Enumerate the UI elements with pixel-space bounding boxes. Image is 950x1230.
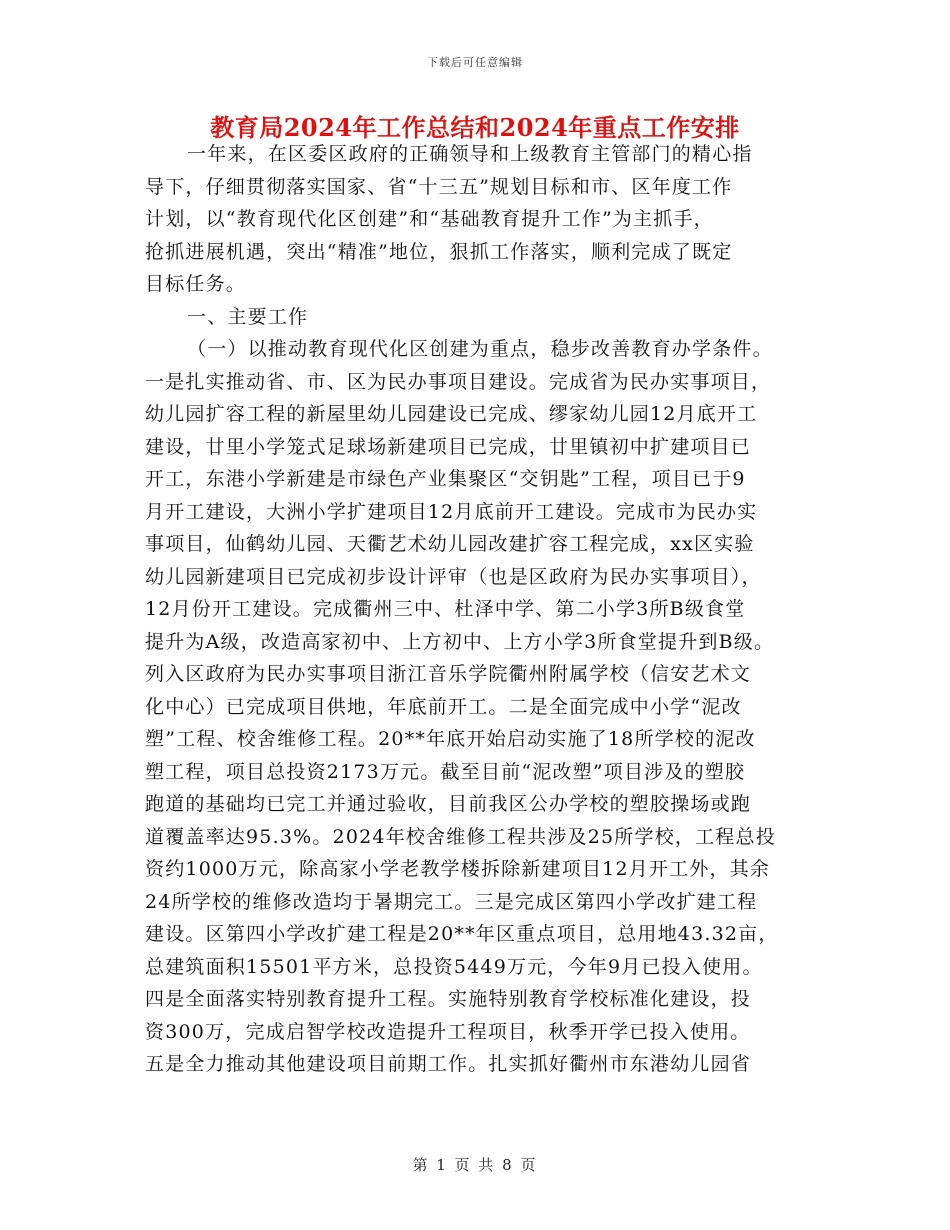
paragraph-line: 塑工程，项目总投资2173万元。截至目前“泥改塑”项目涉及的塑胶 [145,760,746,783]
paragraph-line: 四是全面落实特别教育提升工程。实施特别教育学校标准化建设，投 [145,988,752,1010]
paragraph-line: 资300万，完成启智学校改造提升工程项目，秋季开学已投入使用。 [145,1020,751,1043]
paragraph-line: 幼儿园新建项目已完成初步设计评审（也是区政府为民办实事项目）， [145,565,762,588]
paragraph-line: 一是扎实推动省、市、区为民办事项目建设。完成省为民办实事项目， [145,370,772,393]
paragraph-line: 塑”工程、校舍维修工程。20**年底开始启动实施了18所学校的泥改 [145,728,756,750]
page-number-footer: 第 1 页 共 8 页 [412,1156,538,1174]
paragraph-line: 12月份开工建设。完成衢州三中、杜泽中学、第二小学3所B级食堂 [145,598,746,620]
paragraph-line: 提升为A级，改造高家初中、上方初中、上方小学3所食堂提升到B级。 [145,630,775,653]
paragraph-line: 建设，廿里小学笼式足球场新建项目已完成，廿里镇初中扩建项目已 [145,435,752,458]
paragraph-line: 导下，仔细贯彻落实国家、省“十三五”规划目标和市、区年度工作 [145,175,733,198]
paragraph-line: 月开工建设，大洲小学扩建项目12月底前开工建设。完成市为民办实 [145,500,758,523]
document-title: 教育局2024年工作总结和2024年重点工作安排 [210,113,740,142]
paragraph-line: 跑道的基础均已完工并通过验收，目前我区公办学校的塑胶操场或跑 [145,793,752,815]
paragraph-line: 资约1000万元，除高家小学老教学楼拆除新建项目12月开工外，其余 [145,858,771,880]
paragraph-line: 建设。区第四小学改扩建工程是20**年区重点项目，总用地43.32亩， [145,923,779,945]
paragraph-line: 抢抓进展机遇，突出“精准”地位，狠抓工作落实，顺利完成了既定 [145,240,733,263]
document-body [145,138,815,1081]
paragraph-line: 幼儿园扩容工程的新屋里幼儿园建设已完成、缪家幼儿园12月底开工 [145,403,758,425]
paragraph-line: 列入区政府为民办实事项目浙江音乐学院衢州附属学校（信安艺术文 [145,663,752,685]
paragraph-line: 开工，东港小学新建是市绿色产业集聚区“交钥匙”工程，项目已于9 [145,468,746,490]
paragraph-line: 总建筑面积15501平方米，总投资5449万元，今年9月已投入使用。 [145,955,763,978]
section-heading: 一、主要工作 [187,305,309,328]
paragraph-line: 化中心）已完成项目供地，年底前开工。二是全面完成中小学“泥改 [145,695,742,718]
paragraph-line: 目标任务。 [145,273,247,295]
paragraph-line: 24所学校的维修改造均于暑期完工。三是完成区第四小学改扩建工程 [145,890,758,913]
subsection-heading-line: （一）以推动教育现代化区创建为重点，稳步改善教育办学条件。 [187,338,773,360]
page-header: 下载后可任意编辑 [427,56,523,69]
paragraph-line: 道覆盖率达95.3%。2024年校舍维修工程共涉及25所学校，工程总投 [145,825,776,848]
paragraph-line: 事项目，仙鹤幼儿园、天衢艺术幼儿园改建扩容工程完成，xx区实验 [145,533,755,555]
paragraph-line: 计划，以“教育现代化区创建”和“基础教育提升工作”为主抓手， [145,208,714,230]
paragraph-line: 一年来，在区委区政府的正确领导和上级教育主管部门的精心指 [187,143,753,165]
paragraph-line: 五是全力推动其他建设项目前期工作。扎实抓好衢州市东港幼儿园省 [145,1053,752,1075]
